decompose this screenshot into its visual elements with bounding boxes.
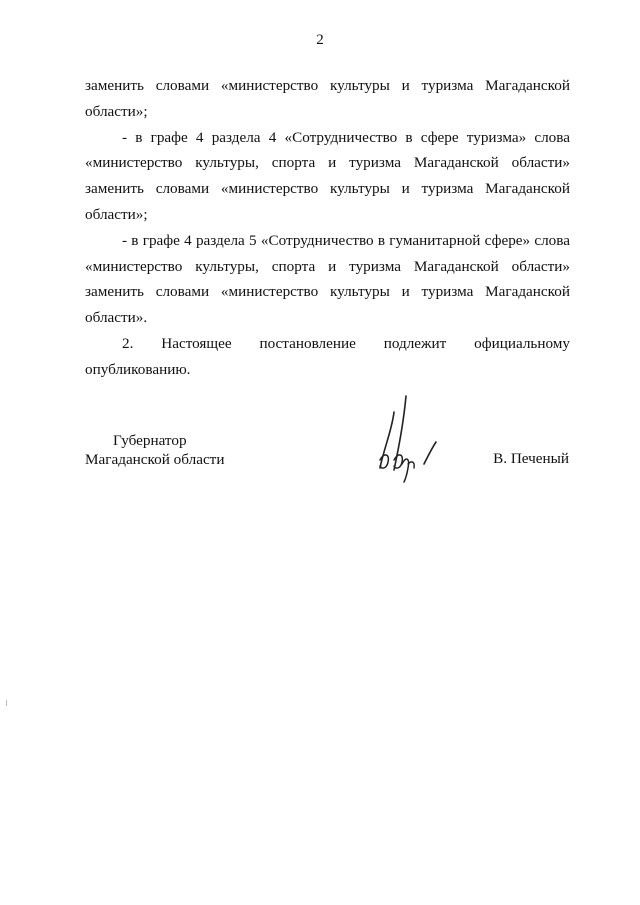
paragraph: 2. Настоящее постановление подлежит официальному опубликованию.: [85, 334, 570, 378]
signatory-title: [85, 431, 224, 469]
paragraph: - в графе 4 раздела 4 «Сотрудничество в сфере туризма» слова «министерство культуры, спорта и туризма Магаданской области» заменить словами «министерство культуры и туризма Магаданской области»;: [85, 128, 570, 223]
paragraph: - в графе 4 раздела 5 «Сотрудничество в гуманитарной сфере» слова «министерство культуры, спорта и туризма Магаданской области» заменить словами «министерство культуры и туризма Магаданской области».: [85, 231, 570, 327]
page-number: 2: [316, 32, 324, 48]
handwritten-signature: [360, 390, 450, 490]
document-body: [85, 73, 570, 383]
signatory-title-line: Губернатор: [113, 432, 187, 449]
signatory-name: В. Печеный: [493, 450, 569, 467]
signatory-title-line: Магаданской области: [85, 451, 225, 468]
paragraph: заменить словами «министерство культуры и туризма Магаданской области»;: [85, 77, 570, 120]
scan-edge-mark: [6, 700, 7, 706]
